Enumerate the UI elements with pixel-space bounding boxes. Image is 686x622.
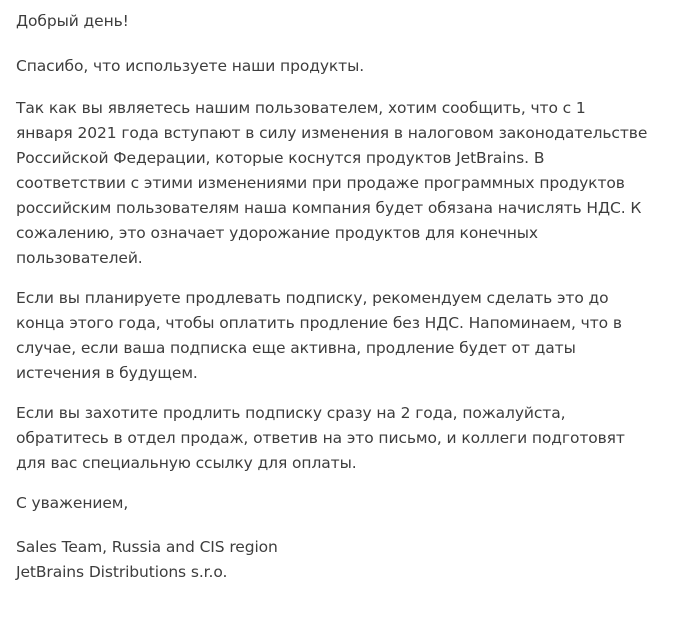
paragraph-line: российским пользователям наша компания будет обязана начислять НДС. К (16, 199, 642, 217)
paragraph-line: случае, если ваша подписка еще активна, продление будет от даты (16, 339, 576, 357)
paragraph-line: соответствии с этими изменениями при продаже программных продуктов (16, 174, 625, 192)
email-body (16, 9, 680, 596)
paragraph-two-year (16, 401, 680, 476)
paragraph-line: Если вы захотите продлить подписку сразу на 2 года, пожалуйста, (16, 404, 566, 422)
paragraph-line: конца этого года, чтобы оплатить продление без НДС. Напоминаем, что в (16, 314, 622, 332)
paragraph-line: Если вы планируете продлевать подписку, рекомендуем сделать это до (16, 289, 609, 307)
greeting: Добрый день! (16, 12, 129, 30)
paragraph-line: января 2021 года вступают в силу изменения в налоговом законодательстве (16, 124, 648, 142)
signature-company: JetBrains Distributions s.r.o. (16, 563, 228, 581)
signature-team: Sales Team, Russia and CIS region (16, 538, 278, 556)
paragraph-line: Так как вы являетесь нашим пользователем, хотим сообщить, что с 1 (16, 99, 586, 117)
signature (16, 535, 680, 585)
paragraph-line: сожалению, это означает удорожание продуктов для конечных (16, 224, 538, 242)
paragraph-renewal (16, 286, 680, 386)
paragraph-line: обратитесь в отдел продаж, ответив на это письмо, и коллеги подготовят (16, 429, 625, 447)
paragraph-line: истечения в будущем. (16, 364, 198, 382)
paragraph-tax-change (16, 96, 680, 271)
paragraph-line: Российской Федерации, которые коснутся продуктов JetBrains. В (16, 149, 545, 167)
closing: С уважением, (16, 494, 129, 512)
paragraph-line: для вас специальную ссылку для оплаты. (16, 454, 357, 472)
paragraph-line: пользователей. (16, 249, 143, 267)
thanks-line: Спасибо, что используете наши продукты. (16, 57, 365, 75)
